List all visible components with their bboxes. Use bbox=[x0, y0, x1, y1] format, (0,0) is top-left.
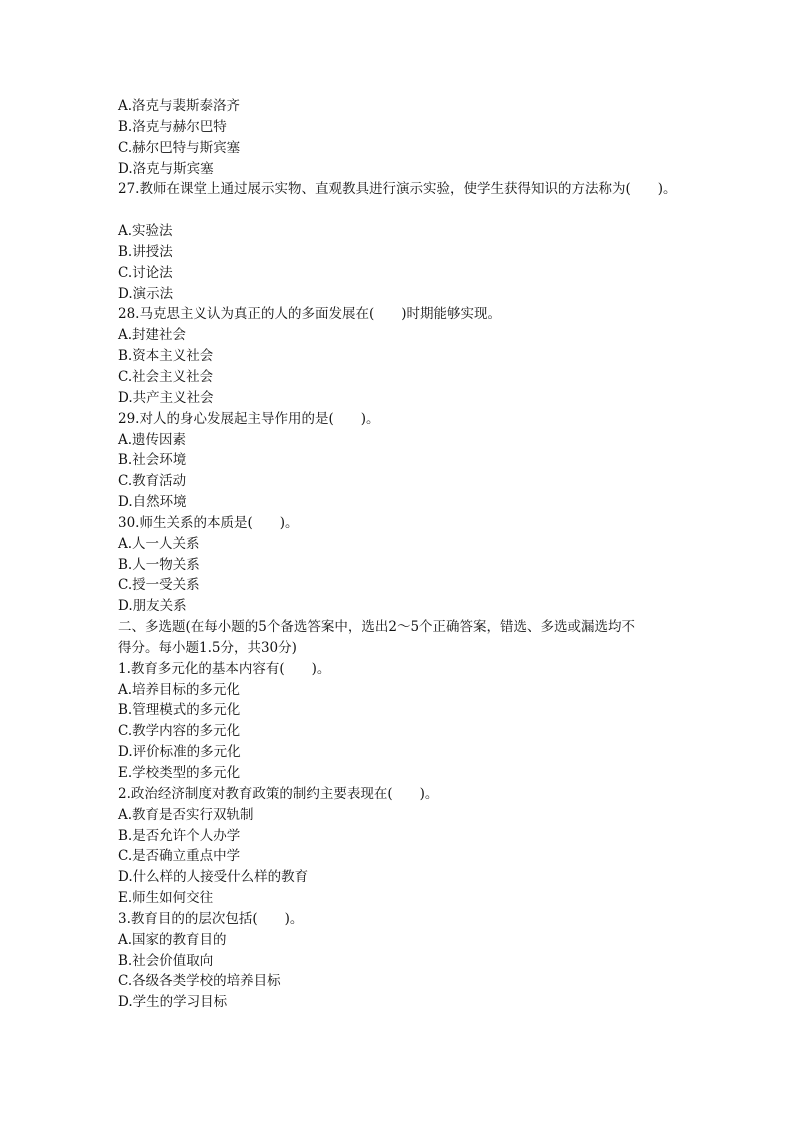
q26-option-b: B.洛克与赫尔巴特 bbox=[118, 118, 227, 135]
blank-line bbox=[118, 200, 678, 221]
mq2-option-d: D.什么样的人接受什么样的教育 bbox=[118, 869, 309, 886]
q30-option-d: D.朋友关系 bbox=[118, 598, 187, 615]
q30-option-b: B.人一物关系 bbox=[118, 556, 200, 573]
q27-option-a: A.实验法 bbox=[118, 223, 173, 240]
q30-stem: 30.师生关系的本质是( )。 bbox=[118, 514, 299, 531]
mq3-option-a: A.国家的教育目的 bbox=[118, 931, 227, 948]
mq2-option-b: B.是否允许个人办学 bbox=[118, 827, 241, 844]
q28-stem: 28.马克思主义认为真正的人的多面发展在( )时期能够实现。 bbox=[118, 306, 502, 323]
mq1-option-e: E.学校类型的多元化 bbox=[118, 765, 241, 781]
q28-option-b: B.资本主义社会 bbox=[118, 348, 214, 365]
mq2-option-a: A.教育是否实行双轨制 bbox=[118, 806, 254, 823]
mq3-option-b: B.社会价值取向 bbox=[118, 952, 214, 969]
mq3-option-c: C.各级各类学校的培养目标 bbox=[118, 973, 281, 990]
q26-option-c: C.赫尔巴特与斯宾塞 bbox=[118, 139, 241, 156]
mq1-option-c: C.教学内容的多元化 bbox=[118, 723, 241, 740]
q27-option-c: C.讨论法 bbox=[118, 264, 173, 281]
mq1-option-d: D.评价标准的多元化 bbox=[118, 744, 241, 761]
mq1-option-b: B.管理模式的多元化 bbox=[118, 702, 241, 719]
section-heading-multiple-choice: 二、多选题(在每小题的5个备选答案中，选出2～5个正确答案，错选、多选或漏选均不 bbox=[118, 619, 636, 636]
mq3-stem: 3.教育目的的层次包括( )。 bbox=[118, 910, 304, 927]
mq2-option-e: E.师生如何交往 bbox=[118, 890, 214, 907]
q26-option-d: D.洛克与斯宾塞 bbox=[118, 160, 214, 177]
mq3-option-d: D.学生的学习目标 bbox=[118, 994, 228, 1011]
q28-option-c: C.社会主义社会 bbox=[118, 368, 214, 385]
q29-option-d: D.自然环境 bbox=[118, 494, 187, 511]
q27-option-d: D.演示法 bbox=[118, 285, 174, 302]
q28-option-a: A.封建社会 bbox=[118, 327, 187, 344]
q28-option-d: D.共产主义社会 bbox=[118, 389, 214, 406]
q29-option-a: A.遗传因素 bbox=[118, 431, 187, 448]
q29-option-b: B.社会环境 bbox=[118, 452, 187, 469]
mq1-stem: 1.教育多元化的基本内容有( )。 bbox=[118, 660, 331, 677]
q30-option-a: A.人一人关系 bbox=[118, 535, 200, 552]
q27-stem: 27.教师在课堂上通过展示实物、直观教具进行演示实验，使学生获得知识的方法称为( )。 bbox=[118, 181, 677, 198]
q29-option-c: C.教育活动 bbox=[118, 473, 187, 490]
section-heading-continued: 得分。每小题1.5分，共30分) bbox=[118, 639, 297, 656]
mq2-option-c: C.是否确立重点中学 bbox=[118, 848, 241, 865]
q26-option-a: A.洛克与裴斯泰洛齐 bbox=[118, 98, 241, 114]
q29-stem: 29.对人的身心发展起主导作用的是( )。 bbox=[118, 410, 380, 427]
mq2-stem: 2.政治经济制度对教育政策的制约主要表现在( )。 bbox=[118, 785, 439, 802]
document-body bbox=[118, 96, 678, 1013]
mq1-option-a: A.培养目标的多元化 bbox=[118, 681, 241, 698]
q30-option-c: C.授一受关系 bbox=[118, 577, 200, 594]
q27-option-b: B.讲授法 bbox=[118, 243, 173, 260]
